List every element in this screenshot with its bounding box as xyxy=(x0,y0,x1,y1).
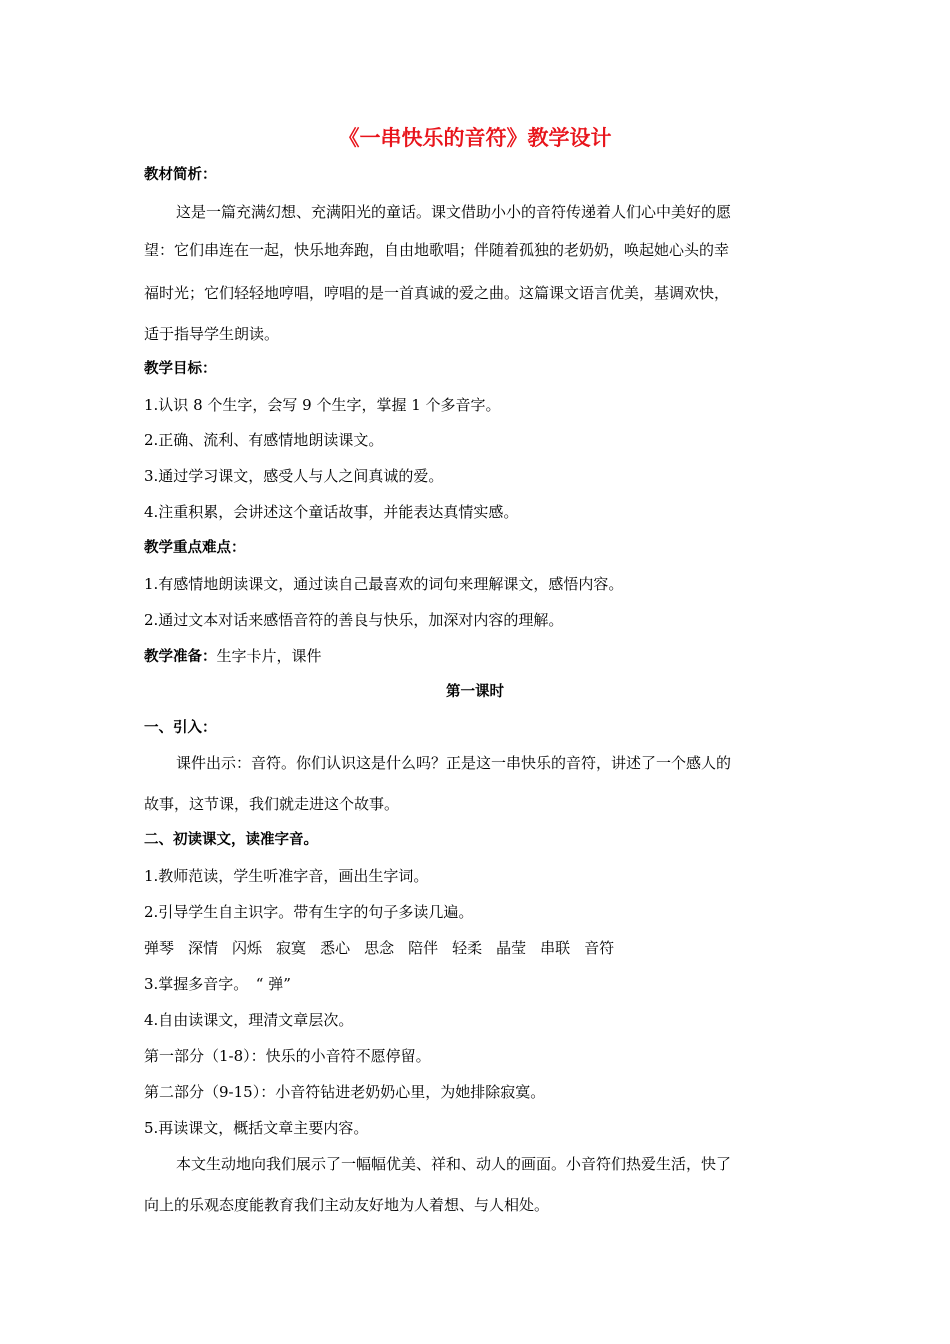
reading-item: 2.引导学生自主识字。带有生字的句子多读几遍。 xyxy=(144,903,474,921)
intro-line: 课件出示：音符。你们认识这是什么吗？正是这一串快乐的音符，讲述了一个感人的 xyxy=(176,754,732,772)
prep-heading: 教学准备： xyxy=(144,649,217,665)
vocab-word: 寂寞 xyxy=(276,939,307,957)
analysis-line: 望：它们串连在一起，快乐地奔跑，自由地歌唱；伴随着孤独的老奶奶，唤起她心头的幸 xyxy=(144,241,730,259)
vocabulary-list xyxy=(144,937,816,959)
reading-heading: 二、初读课文，读准字音。 xyxy=(144,832,318,848)
document-title: 《一串快乐的音符》教学设计 xyxy=(338,126,612,150)
vocab-word: 弹琴 xyxy=(144,939,175,957)
analysis-heading: 教材简析： xyxy=(144,167,217,183)
reading-item: 5.再读课文，概括文章主要内容。 xyxy=(144,1119,369,1137)
analysis-line: 这是一篇充满幻想、充满阳光的童话。课文借助小小的音符传递着人们心中美好的愿 xyxy=(176,203,732,221)
goal-item: 1.认识 8 个生字，会写 9 个生字，掌握 1 个多音字。 xyxy=(144,396,501,414)
vocab-word: 陪伴 xyxy=(408,939,439,957)
vocab-word: 闪烁 xyxy=(232,939,263,957)
reading-item: 第二部分（9-15）：小音符钻进老奶奶心里，为她排除寂寞。 xyxy=(144,1083,546,1101)
intro-heading: 一、引入： xyxy=(144,720,217,736)
summary-line: 本文生动地向我们展示了一幅幅优美、祥和、动人的画面。小音符们热爱生活，快了 xyxy=(176,1155,732,1173)
reading-item: 第一部分（1-8）：快乐的小音符不愿停留。 xyxy=(144,1047,431,1065)
reading-item: 1.教师范读，学生听准字音，画出生字词。 xyxy=(144,867,429,885)
lesson-heading: 第一课时 xyxy=(446,684,504,700)
prep-line xyxy=(144,645,816,668)
vocab-word: 晶莹 xyxy=(496,939,527,957)
keypoints-heading: 教学重点难点： xyxy=(144,540,246,556)
vocab-word: 悉心 xyxy=(320,939,351,957)
intro-line: 故事，这节课，我们就走进这个故事。 xyxy=(144,795,400,813)
prep-text: 生字卡片，课件 xyxy=(216,647,322,665)
vocab-word: 思念 xyxy=(364,939,395,957)
vocab-word: 深情 xyxy=(188,939,219,957)
analysis-line: 适于指导学生朗读。 xyxy=(144,325,280,343)
goal-item: 2.正确、流利、有感情地朗读课文。 xyxy=(144,431,384,449)
goal-item: 4.注重积累，会讲述这个童话故事，并能表达真情实感。 xyxy=(144,503,519,521)
reading-item: 3.掌握多音字。 “ 弹” xyxy=(144,975,291,993)
keypoint-item: 2.通过文本对话来感悟音符的善良与快乐，加深对内容的理解。 xyxy=(144,611,564,629)
summary-line: 向上的乐观态度能教育我们主动友好地为人着想、与人相处。 xyxy=(144,1196,550,1214)
vocab-word: 音符 xyxy=(584,939,615,957)
keypoint-item: 1.有感情地朗读课文，通过读自己最喜欢的词句来理解课文，感悟内容。 xyxy=(144,575,624,593)
analysis-line: 福时光；它们轻轻地哼唱，哼唱的是一首真诚的爱之曲。这篇课文语言优美，基调欢快， xyxy=(144,284,730,302)
reading-item: 4.自由读课文，理清文章层次。 xyxy=(144,1011,354,1029)
goal-item: 3.通过学习课文，感受人与人之间真诚的爱。 xyxy=(144,467,444,485)
vocab-word: 串联 xyxy=(540,939,571,957)
goals-heading: 教学目标： xyxy=(144,361,217,377)
vocab-word: 轻柔 xyxy=(452,939,483,957)
